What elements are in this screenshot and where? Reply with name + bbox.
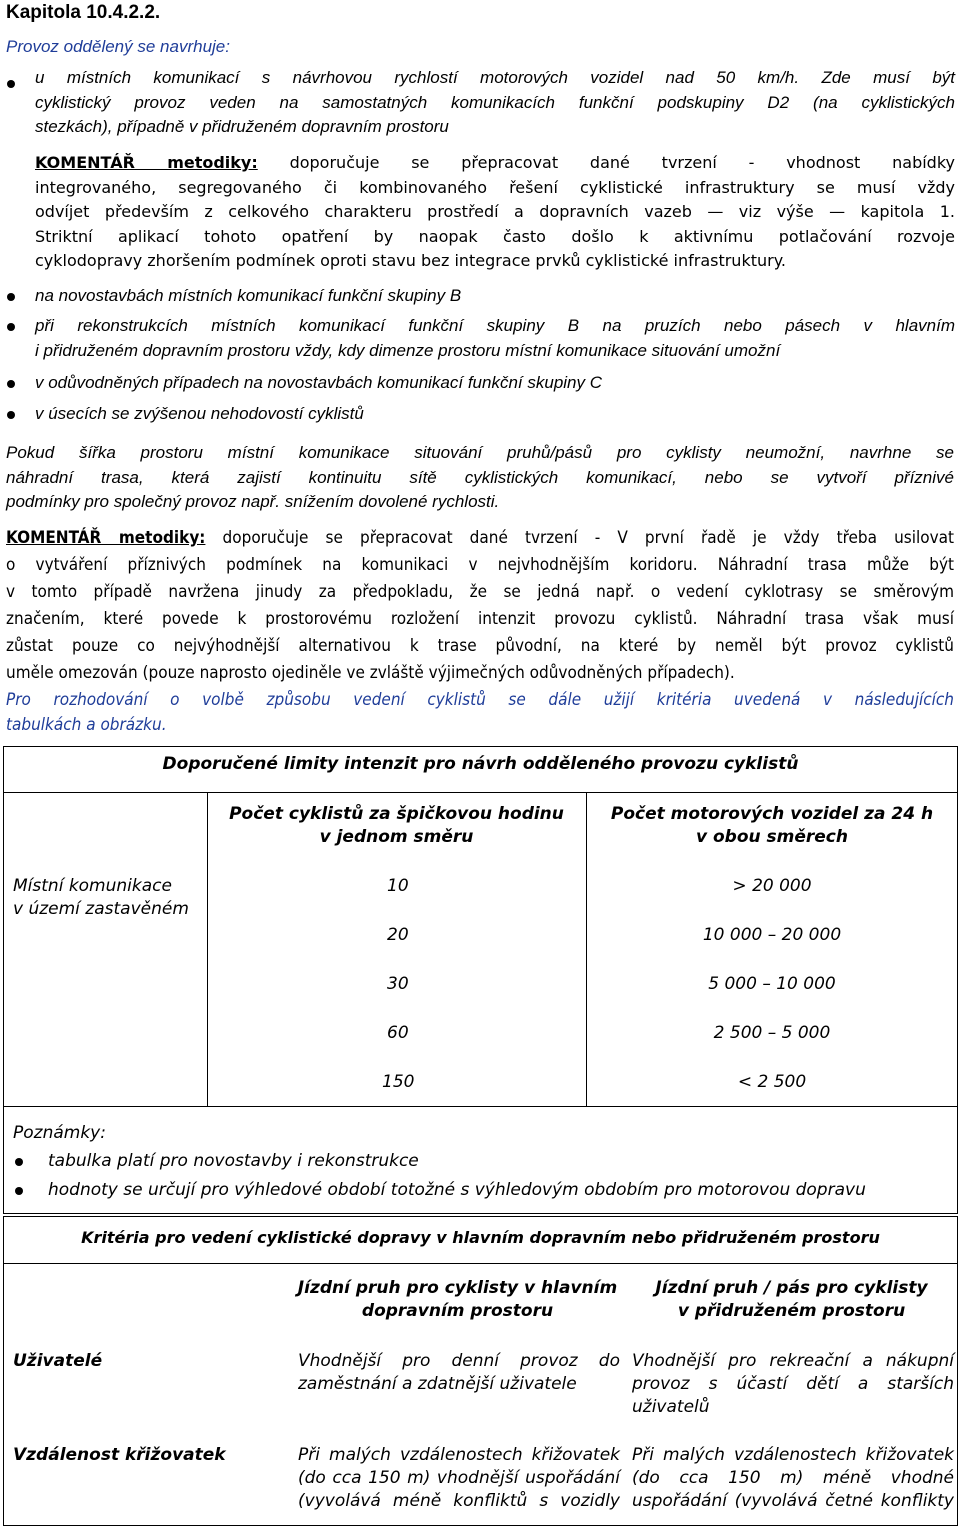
vehicles-value: 5 000 – 10 000 bbox=[708, 974, 836, 994]
cell-line: provoz s účastí dětí a starších bbox=[632, 1374, 954, 1394]
bullet-dot bbox=[7, 380, 15, 388]
cell-line: (do cca 150 m) vhodnější uspořádání bbox=[298, 1468, 620, 1488]
komentar-line: zůstat pouze co nejvýhodnější alternativou k trase původní, na které by neměl být provoz cyklistů bbox=[6, 636, 954, 656]
bullet-3-line: i přidruženém dopravním prostoru vždy, kdy dimenze prostoru místní komunikace situování umožní bbox=[35, 340, 781, 360]
pro-line: tabulkách a obrázku. bbox=[6, 715, 167, 735]
cell-line: uspořádání (vyvolává četné konflikty bbox=[632, 1491, 954, 1511]
col-header-main-lane bbox=[290, 1277, 625, 1323]
cell-line: (vyvolává méně konfliktů s vozidly bbox=[298, 1491, 620, 1511]
header-line: Jízdní pruh / pás pro cyklisty bbox=[655, 1278, 928, 1298]
note-item: hodnoty se určují pro výhledové období totožné s výhledovým obdobím pro motorovou dopravu bbox=[48, 1180, 866, 1200]
cell-main-distance bbox=[298, 1444, 620, 1513]
header-line: dopravním prostoru bbox=[361, 1301, 554, 1321]
bullet-5: v úsecích se zvýšenou nehodovostí cyklistů bbox=[35, 404, 364, 423]
komentar-line: v tomto případě navržena jinudy za předpokladu, že se jedná např. o vedení cyklotrasy se směrovým bbox=[6, 582, 954, 602]
cyclists-value: 20 bbox=[387, 925, 409, 945]
pokud-line: podmínky pro společný provoz např. snížením dovolené rychlosti. bbox=[6, 492, 500, 511]
row-label-urban bbox=[13, 875, 203, 921]
bullet-4: v odůvodněných případech na novostavbách komunikací funkční skupiny C bbox=[35, 373, 603, 392]
header-line: Jízdní pruh pro cyklisty v hlavním bbox=[297, 1278, 618, 1298]
komentar-line: integrovaného, segregovaného či kombinovaného řešení cyklistické infrastruktury se musí vždy bbox=[35, 177, 955, 197]
komentar-text: doporučuje se přepracovat dané tvrzení - V první řadě je vždy třeba usilovat bbox=[222, 528, 955, 548]
bullet-dot bbox=[15, 1158, 23, 1166]
table-divider bbox=[3, 792, 958, 793]
pokud-paragraph bbox=[6, 441, 954, 515]
cell-line: Při malých vzdálenostech křižovatek bbox=[632, 1445, 954, 1465]
komentar-label: KOMENTÁŘ metodiky: bbox=[6, 528, 206, 548]
header-line: v přidruženém prostoru bbox=[677, 1301, 906, 1321]
cyclists-value: 150 bbox=[382, 1072, 415, 1092]
col-header-side-lane bbox=[625, 1277, 958, 1323]
cell-line: Vhodnější pro rekreační a nákupní bbox=[632, 1351, 954, 1371]
vehicles-value: 2 500 – 5 000 bbox=[713, 1023, 831, 1043]
cell-main-users bbox=[298, 1350, 620, 1396]
vehicles-value: > 20 000 bbox=[732, 876, 812, 896]
limits-table-title: Doporučené limity intenzit pro návrh odděleného provozu cyklistů bbox=[162, 754, 799, 774]
komentar-text: doporučuje se přepracovat dané tvrzení - vhodnost nabídky bbox=[289, 153, 955, 172]
cell-side-distance bbox=[632, 1444, 954, 1513]
header-line: v jednom směru bbox=[319, 827, 474, 847]
komentar-2 bbox=[6, 525, 954, 687]
header-line: v obou směrech bbox=[695, 827, 848, 847]
komentar-line: značením, které povede k prostorovému rozložení intenzit provozu cyklistů. Náhradní trasa však musí bbox=[6, 609, 954, 629]
bullet-3-line: při rekonstrukcích místních komunikací funkční skupiny B na pruzích nebo pásech v hlavním bbox=[35, 316, 955, 335]
komentar-line: uměle omezován (pouze naprosto ojediněle ve zvláště výjimečných odůvodněných případech). bbox=[6, 663, 735, 683]
row-label-distance: Vzdálenost křižovatek bbox=[13, 1445, 226, 1465]
komentar-line: cyklodopravy zhoršením podmínek oproti stavu bez integrace prvků cyklistické infrastruktury. bbox=[35, 251, 786, 270]
row-label-users: Uživatelé bbox=[13, 1351, 103, 1371]
komentar-line: Striktní aplikací tohoto opatření by naopak často došlo k aktivnímu potlačování rozvoje bbox=[35, 226, 955, 246]
row-label-line: Místní komunikace bbox=[13, 876, 172, 896]
bullet-dot bbox=[7, 411, 15, 419]
header-line: Počet motorových vozidel za 24 h bbox=[610, 804, 934, 824]
cell-line: (do cca 150 m) méně vhodné bbox=[632, 1468, 954, 1488]
bullet-dot bbox=[7, 323, 15, 331]
table-divider bbox=[3, 1106, 958, 1107]
header-line: Počet cyklistů za špičkovou hodinu bbox=[229, 804, 564, 824]
bullet-dot bbox=[15, 1187, 23, 1195]
bullet-1 bbox=[35, 66, 955, 140]
cyclists-value: 10 bbox=[387, 876, 409, 896]
col-header-cyclists bbox=[207, 803, 586, 849]
bullet-1-line: cyklistický provoz veden na samostatných komunikacích funkční podskupiny D2 (na cyklistických bbox=[35, 92, 955, 112]
bullet-1-line: u místních komunikací s návrhovou rychlostí motorových vozidel nad 50 km/h. Zde musí být bbox=[35, 68, 955, 87]
vehicles-value: < 2 500 bbox=[737, 1072, 807, 1092]
cyclists-value: 30 bbox=[387, 974, 409, 994]
pro-line: Pro rozhodování o volbě způsobu vedení cyklistů se dále užijí kritéria uvedená v následujících bbox=[6, 690, 954, 710]
komentar-line: odvíjet především z celkového charakteru prostředí a dopravních vazeb — viz výše — kapitola 1. bbox=[35, 202, 955, 221]
cell-line: uživatelů bbox=[632, 1397, 710, 1417]
bullet-dot bbox=[7, 80, 15, 88]
chapter-heading: Kapitola 10.4.2.2. bbox=[6, 2, 161, 23]
col-header-vehicles bbox=[586, 803, 958, 849]
row-label-line: v území zastavěném bbox=[13, 899, 189, 919]
pro-paragraph bbox=[6, 688, 954, 738]
table-divider bbox=[3, 1263, 958, 1264]
komentar-1 bbox=[35, 151, 955, 274]
pokud-line: Pokud šířka prostoru místní komunikace situování pruhů/pásů pro cyklisty neumožní, navrhne se bbox=[6, 443, 954, 462]
note-item: tabulka platí pro novostavby i rekonstrukce bbox=[48, 1151, 419, 1171]
komentar-line: o vytváření příznivých podmínek na komunikaci v nejvhodnějším koridoru. Náhradní trasa může být bbox=[6, 555, 954, 575]
criteria-table-title: Kritéria pro vedení cyklistické dopravy v hlavním dopravním nebo přidruženém prostoru bbox=[81, 1228, 880, 1247]
bullet-1-line: stezkách), případně v přidruženém dopravním prostoru bbox=[35, 117, 449, 136]
vehicles-value: 10 000 – 20 000 bbox=[702, 925, 842, 945]
bullet-dot bbox=[7, 293, 15, 301]
notes-label: Poznámky: bbox=[13, 1123, 106, 1143]
intro-line: Provoz oddělený se navrhuje: bbox=[6, 37, 230, 56]
cell-line: Vhodnější pro denní provoz do bbox=[298, 1351, 620, 1371]
bullet-2: na novostavbách místních komunikací funkční skupiny B bbox=[35, 286, 462, 305]
cyclists-value: 60 bbox=[387, 1023, 409, 1043]
cell-line: Při malých vzdálenostech křižovatek bbox=[298, 1445, 620, 1465]
cell-side-users bbox=[632, 1350, 954, 1419]
pokud-line: náhradní trasa, která zajistí kontinuitu sítě cyklistických komunikací, nebo se vytvoří příznivé bbox=[6, 467, 954, 487]
cell-line: zaměstnání a zdatnější uživatele bbox=[298, 1374, 577, 1394]
komentar-label: KOMENTÁŘ metodiky: bbox=[35, 153, 258, 172]
bullet-3 bbox=[35, 314, 955, 363]
